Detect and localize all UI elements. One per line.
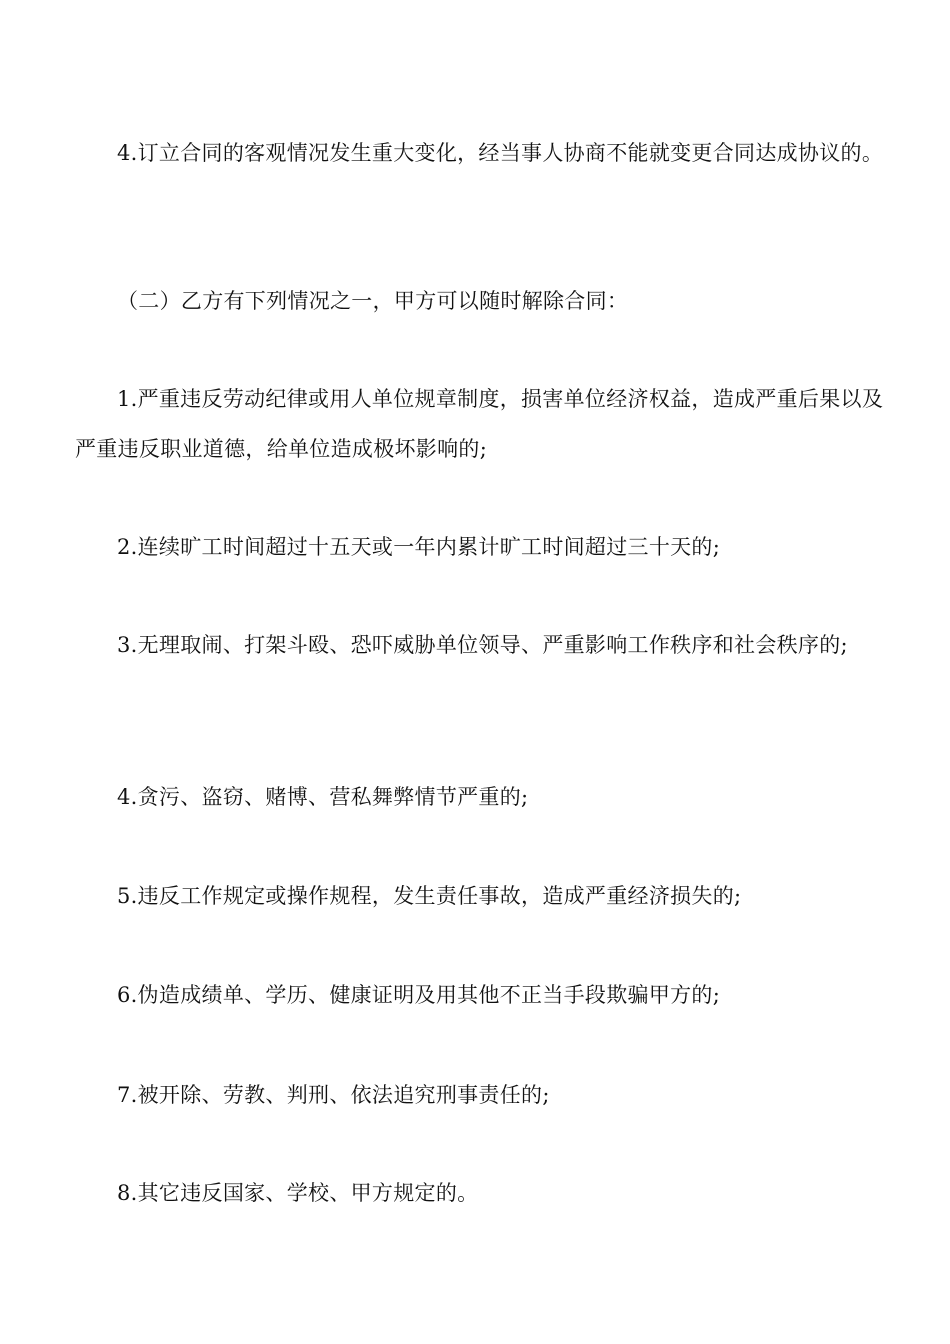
paragraph-section-2-heading: （二）乙方有下列情况之一，甲方可以随时解除合同： — [117, 289, 629, 313]
paragraph-item-4: 4.贪污、盗窃、赌博、营私舞弊情节严重的; — [117, 785, 529, 809]
paragraph-item-6: 6.伪造成绩单、学历、健康证明及用其他不正当手段欺骗甲方的; — [117, 983, 721, 1007]
paragraph-item-7: 7.被开除、劳教、判刑、依法追究刑事责任的; — [117, 1083, 550, 1107]
paragraph-item-1: 1.严重违反劳动纪律或用人单位规章制度，损害单位经济权益，造成严重后果以及严重违反职业道德，给单位造成极坏影响的; — [75, 387, 884, 461]
paragraph-item-3: 3.无理取闹、打架斗殴、恐吓威胁单位领导、严重影响工作秩序和社会秩序的; — [117, 633, 848, 657]
paragraph-clause-4-contract-change: 4.订立合同的客观情况发生重大变化，经当事人协商不能就变更合同达成协议的。 — [117, 141, 884, 165]
paragraph-item-8: 8.其它违反国家、学校、甲方规定的。 — [117, 1181, 479, 1205]
paragraph-item-2: 2.连续旷工时间超过十五天或一年内累计旷工时间超过三十天的; — [117, 535, 721, 559]
paragraph-item-5: 5.违反工作规定或操作规程，发生责任事故，造成严重经济损失的; — [117, 884, 742, 908]
